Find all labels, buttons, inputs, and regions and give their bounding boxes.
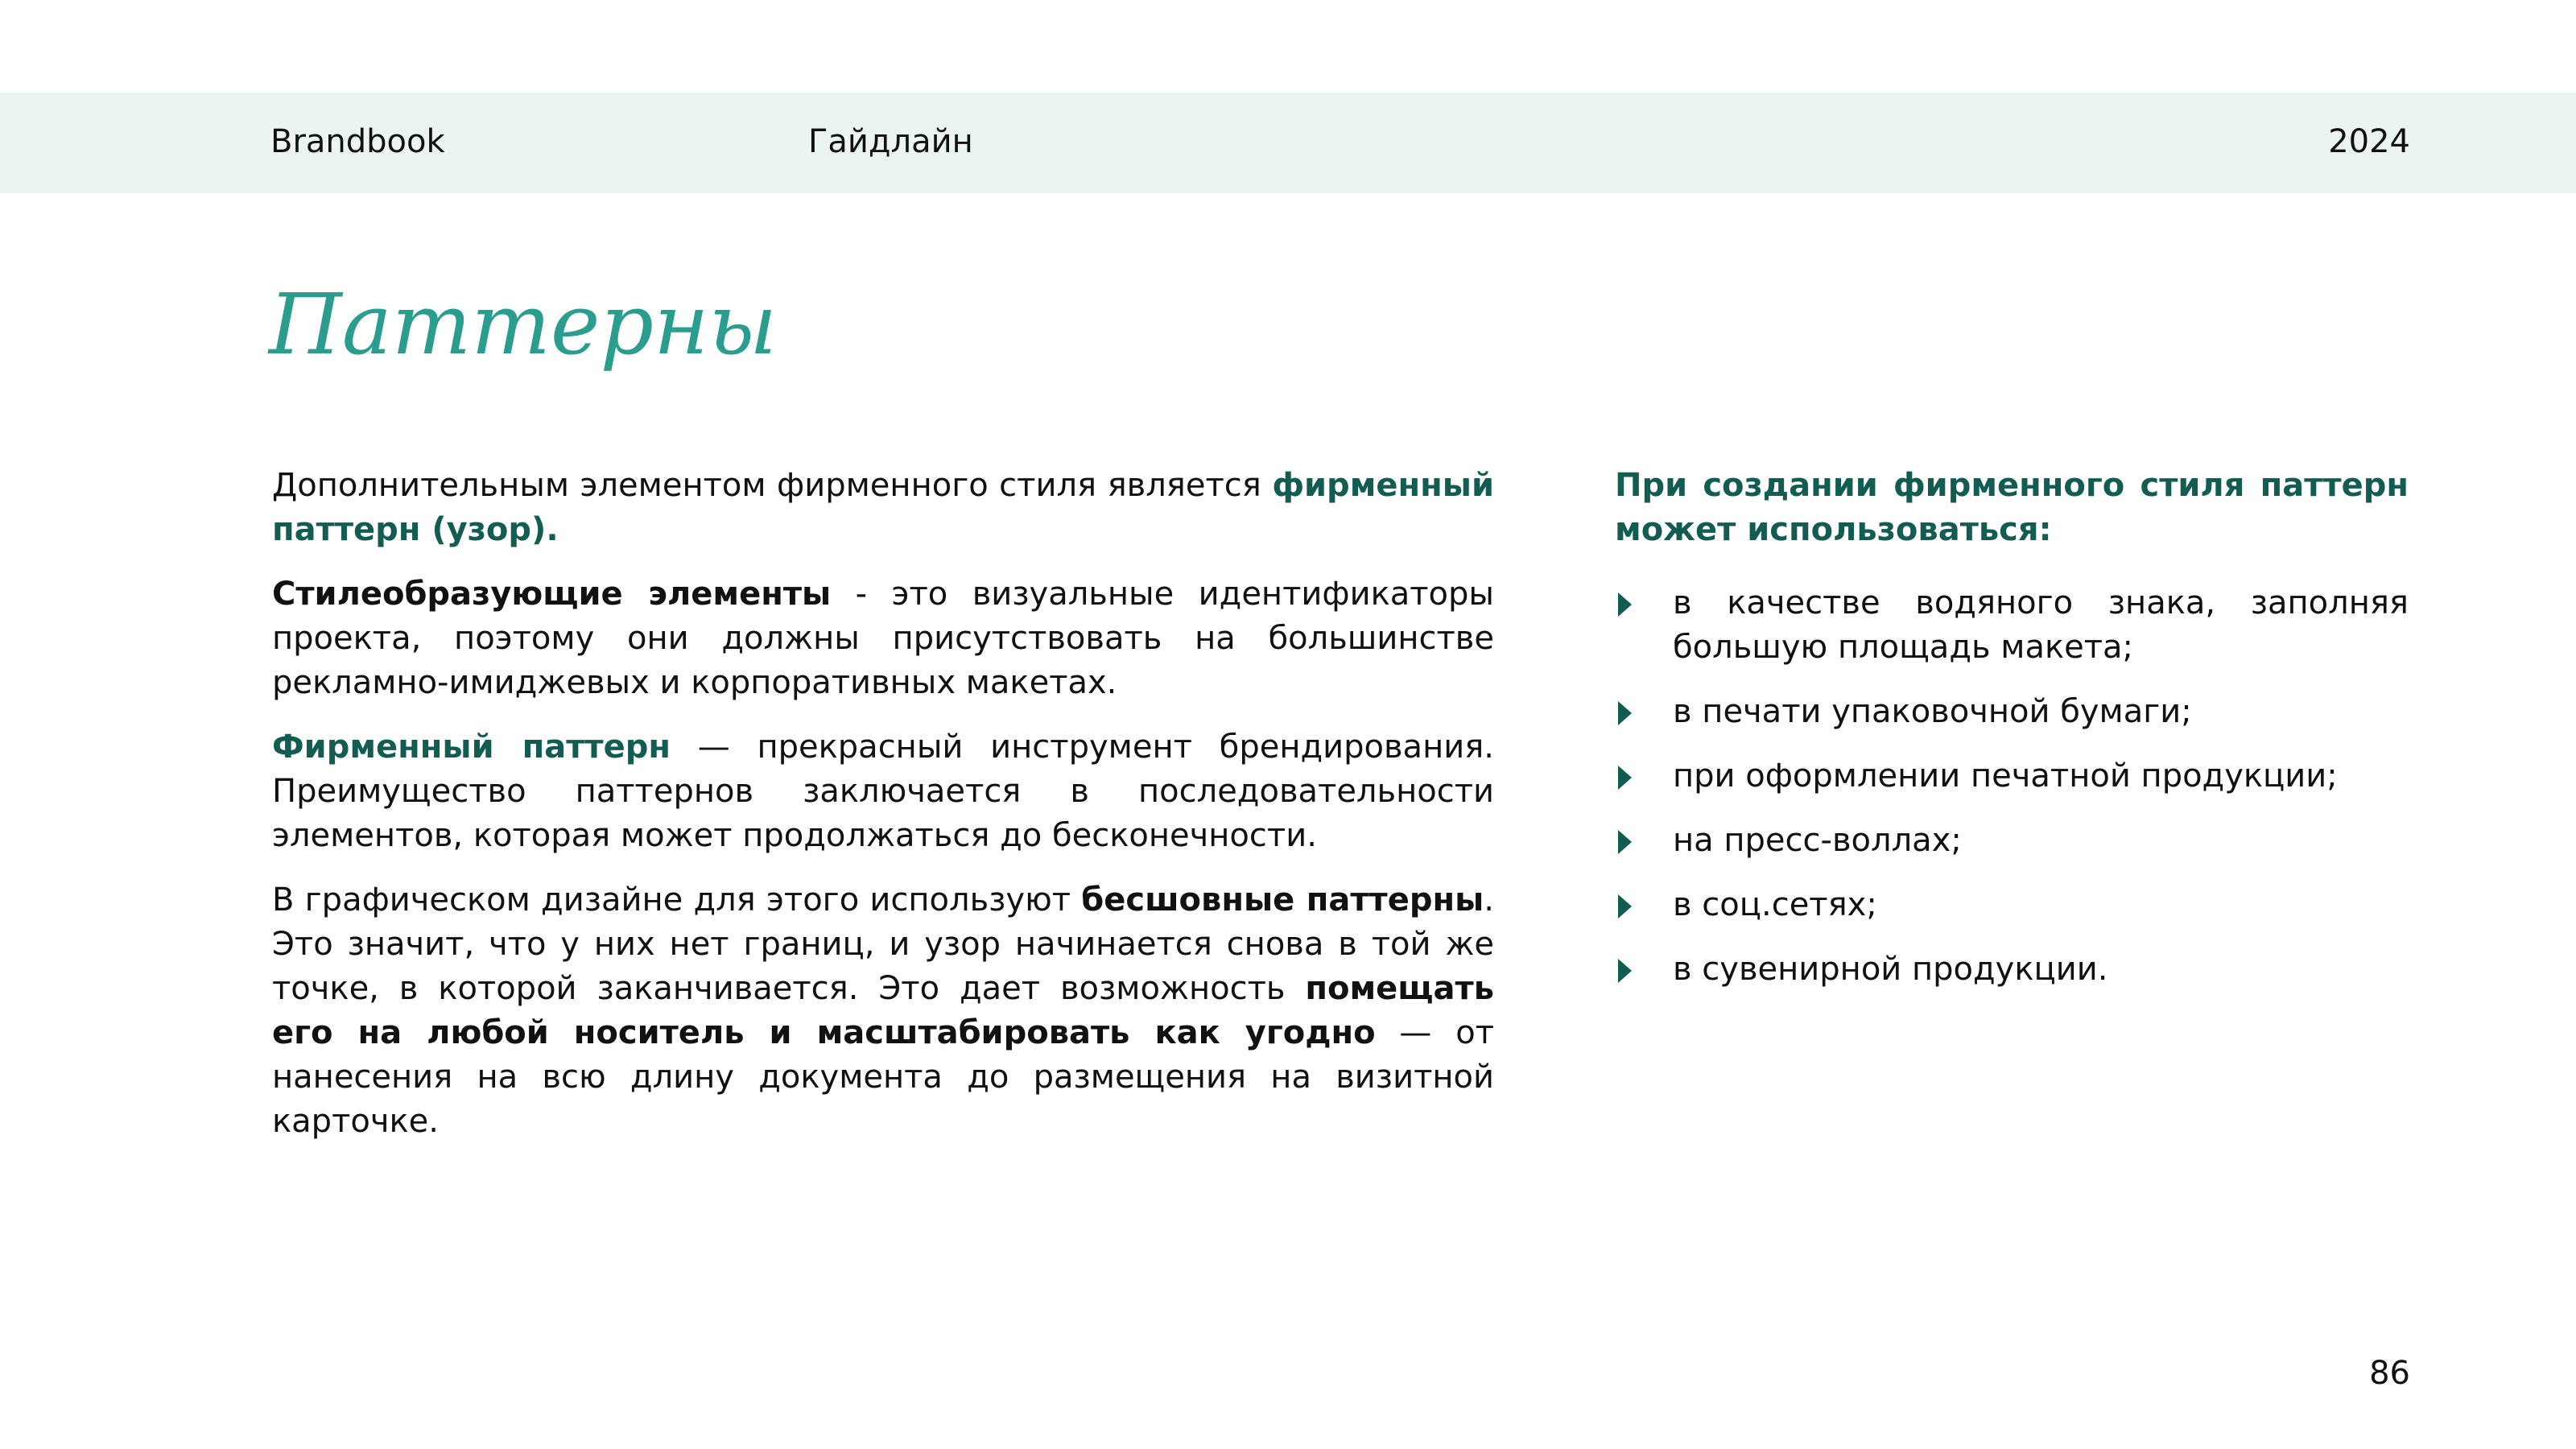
list-item-text: при оформлении печатной продукции; [1673, 758, 2338, 795]
paragraph-seamless-text3: — от нанесения на всю длину документа до размещения на визитной карточке. [272, 1014, 1494, 1140]
paragraph-style-elements-text: - это визуальные идентификаторы проекта, поэтому они должны присутствовать на большинстве рекламно-имиджевых и корпоративных макетах. [272, 576, 1494, 701]
triangle-right-icon [1618, 894, 1632, 919]
triangle-right-icon [1618, 959, 1632, 983]
triangle-right-icon [1618, 592, 1632, 617]
triangle-right-icon [1618, 766, 1632, 790]
page-title: Паттерны [269, 275, 778, 374]
usage-list [1615, 581, 2409, 992]
list-item [1615, 754, 2409, 799]
list-item [1615, 690, 2409, 734]
paragraph-intro-text: Дополнительным элементом фирменного стиля является [272, 467, 1273, 504]
triangle-right-icon [1618, 701, 1632, 725]
paragraph-style-elements-strong: Стилеобразующие элементы [272, 576, 832, 613]
paragraph-intro [272, 464, 1494, 552]
right-column [1615, 464, 2409, 1012]
paragraph-intro-accent: фирменный паттерн (узор). [272, 467, 1494, 548]
left-column [272, 464, 1494, 1164]
header-section: Гайдлайн [808, 123, 973, 160]
paragraph-brand-pattern-text: — прекрасный инструмент брендирования. Преимущество паттернов заключается в последовательности элементов, которая может продолжаться до бесконечности. [272, 729, 1494, 854]
page-number: 86 [2369, 1355, 2410, 1392]
list-item-text: в сувенирной продукции. [1673, 951, 2108, 988]
paragraph-style-elements [272, 572, 1494, 705]
paragraph-seamless-text2: . Это значит, что у них нет границ, и узор начинается снова в той же точке, в которой заканчивается. Это дает возможность [272, 881, 1494, 1007]
list-item [1615, 883, 2409, 927]
list-item-text: в качестве водяного знака, заполняя большую площадь макета; [1673, 584, 2409, 666]
triangle-right-icon [1618, 830, 1632, 854]
paragraph-seamless [272, 878, 1494, 1144]
header-year: 2024 [2328, 123, 2410, 160]
list-item [1615, 947, 2409, 992]
usage-lead: При создании фирменного стиля паттерн может использоваться: [1615, 467, 2409, 548]
paragraph-seamless-text1: В графическом дизайне для этого используют [272, 881, 1082, 919]
paragraph-brand-pattern-accent: Фирменный паттерн [272, 729, 671, 766]
paragraph-seamless-strong2: помещать его на любой носитель и масштабировать как угодно [272, 970, 1494, 1051]
list-item-text: в соц.сетях; [1673, 886, 1877, 923]
paragraph-seamless-strong1: бесшовные паттерны [1081, 881, 1484, 919]
list-item-text: на пресс-воллах; [1673, 822, 1962, 859]
list-item [1615, 581, 2409, 670]
paragraph-brand-pattern [272, 725, 1494, 858]
list-item-text: в печати упаковочной бумаги; [1673, 693, 2192, 730]
header-brand: Brandbook [270, 123, 445, 160]
list-item [1615, 819, 2409, 863]
